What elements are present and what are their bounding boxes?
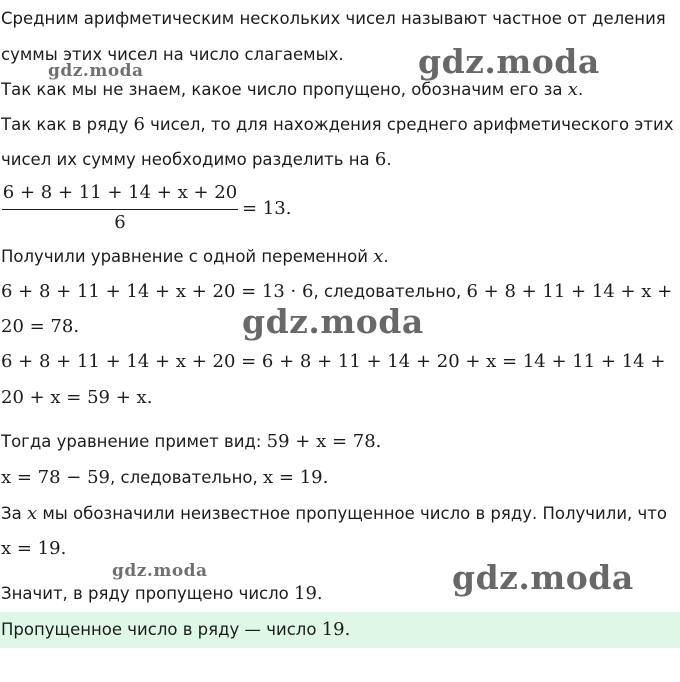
text-line-simplify-1 [1, 351, 665, 373]
text-fragment: . [386, 150, 392, 169]
text-fragment: Тогда уравнение примет вид: [1, 432, 267, 451]
text-line-count-1 [1, 114, 673, 136]
text-fragment: чисел их сумму необходимо разделить на [1, 150, 375, 169]
math-variable: x [567, 79, 578, 100]
text-line-equation-2 [1, 316, 79, 338]
math-expression: 20 = 78. [1, 316, 80, 337]
text-fragment: мы обозначили неизвестное пропущенное число в ряду. Получили, что [37, 504, 667, 523]
text-line-simplify-2 [1, 387, 152, 409]
math-variable: x [373, 246, 384, 267]
math-expression: 59 + x = 78. [266, 431, 382, 452]
text-line-solve [1, 467, 328, 489]
math-expression: 6 + 8 + 11 + 14 + x + 20 = 6 + 8 + 11 + 14 + 20 + x = 14 + 11 + 14 + [1, 351, 666, 372]
text-fragment: За [1, 504, 27, 523]
text-fragment: чисел, то для нахождения среднего арифметического этих [144, 115, 674, 134]
text-line-equation-1 [1, 281, 672, 303]
math-expression: x = 78 − 59 [1, 467, 111, 488]
text-fragment: Получили уравнение с одной переменной [1, 247, 374, 266]
text-fragment: Значит, в ряду пропущено число [1, 584, 294, 603]
text-line-conclusion-2 [1, 538, 66, 560]
math-number: 6 [374, 149, 387, 170]
answer-text [1, 619, 350, 641]
fraction-denominator: 6 [114, 212, 126, 233]
text-fragment: , следовательно, [110, 468, 264, 487]
math-variable: x [26, 503, 38, 524]
text-fragment: Так как в ряду [1, 115, 134, 134]
fraction-right-side: = 13. [242, 198, 292, 219]
text-fragment: Пропущенное число в ряду — число [1, 620, 322, 639]
math-expression: 19. [294, 583, 323, 604]
answer-box [0, 612, 680, 648]
math-expression: 20 + x = 59 + x. [1, 387, 153, 408]
text-fragment: . [383, 247, 389, 266]
text-line-result [1, 583, 323, 605]
text-line-definition-2: суммы этих чисел на число слагаемых. [1, 45, 344, 64]
watermark-logo: gdz.moda [242, 302, 424, 341]
math-expression: 19. [321, 619, 351, 640]
text-line-definition-1: Средним арифметическим нескольких чисел называют частное от деления [1, 9, 666, 28]
text-line-variable-intro [1, 79, 583, 101]
math-expression: 6 + 8 + 11 + 14 + x + [466, 281, 673, 302]
text-fragment: , следовательно, [313, 282, 467, 301]
watermark-logo: gdz.moda [418, 42, 600, 81]
text-line-equation-intro [1, 246, 389, 268]
text-line-count-2 [1, 149, 392, 171]
text-line-conclusion-1 [1, 503, 667, 525]
math-number: 6 [133, 114, 145, 135]
text-fragment: Так как мы не знаем, какое число пропущено, обозначим его за [1, 80, 568, 99]
text-fragment: . [577, 80, 584, 99]
fraction-numerator: 6 + 8 + 11 + 14 + x + 20 [2, 182, 238, 203]
watermark-logo: gdz.moda [112, 561, 208, 581]
math-expression: x = 19. [1, 538, 67, 559]
text-line-new-equation [1, 431, 381, 453]
math-expression: x = 19. [263, 467, 329, 488]
watermark-logo: gdz.moda [48, 61, 144, 81]
math-expression: 6 + 8 + 11 + 14 + x + 20 = 13 · 6 [1, 281, 314, 302]
watermark-logo: gdz.moda [452, 558, 634, 597]
